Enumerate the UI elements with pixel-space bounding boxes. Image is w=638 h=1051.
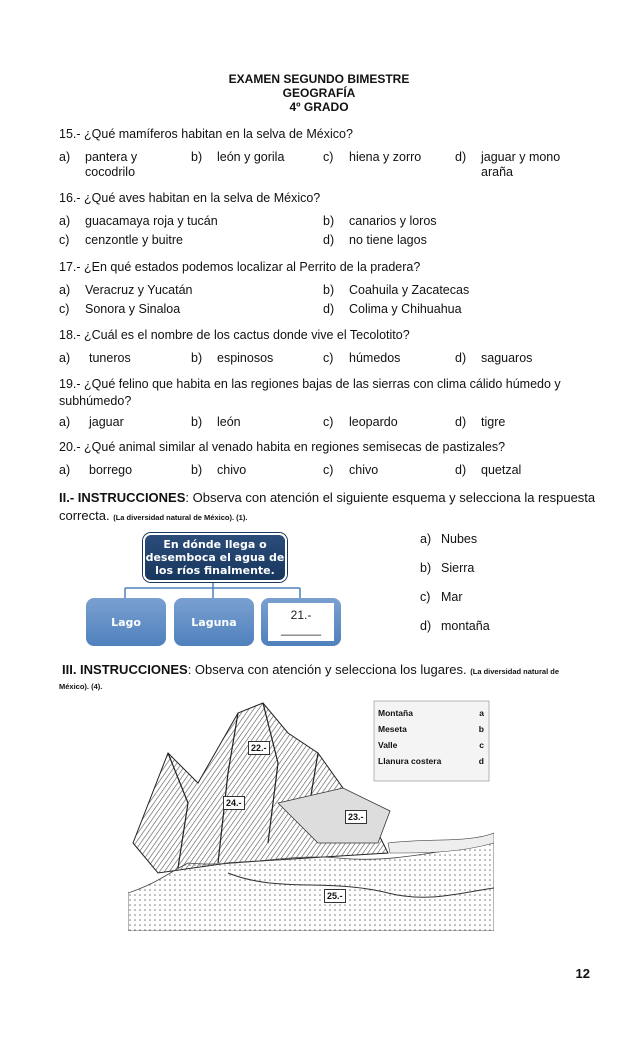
- option-20d-letter: d): [455, 463, 467, 477]
- option-18a-text: tuneros: [89, 351, 131, 365]
- exam-title: EXAMEN SEGUNDO BIMESTRE: [228, 72, 410, 86]
- answer-d-text: montaña: [441, 619, 490, 633]
- question-19: 19.- ¿Qué felino que habita en las regiones bajas de las sierras con clima cálido húmedo y: [59, 377, 561, 391]
- question-18: 18.- ¿Cuál es el nombre de los cactus donde vive el Tecolotito?: [59, 328, 410, 342]
- option-16b-text: canarios y loros: [349, 214, 437, 228]
- option-16c-text: cenzontle y buitre: [85, 233, 183, 247]
- option-15b-letter: b): [191, 150, 203, 164]
- option-20a-letter: a): [59, 463, 71, 477]
- diagram-box-lago: Lago: [86, 598, 166, 646]
- section3-instructions: [62, 662, 602, 679]
- option-18a-letter: a): [59, 351, 71, 365]
- option-19a-letter: a): [59, 415, 71, 429]
- option-17b-text: Coahuila y Zacatecas: [349, 283, 470, 297]
- option-19a-text: jaguar: [89, 415, 124, 429]
- marker-24: 24.-: [223, 796, 245, 810]
- question-19-cont: subhúmedo?: [59, 394, 132, 408]
- legend-row: Llanura costera d: [378, 756, 484, 766]
- section3-text: : Observa con atención y selecciona los lugares.: [187, 662, 467, 677]
- option-20b-text: chivo: [217, 463, 247, 477]
- option-16d-letter: d): [323, 233, 335, 247]
- option-17b-letter: b): [323, 283, 335, 297]
- option-17c-text: Sonora y Sinaloa: [85, 302, 181, 316]
- option-17a-text: Veracruz y Yucatán: [85, 283, 193, 297]
- section2-title: II.- INSTRUCCIONES: [59, 490, 186, 505]
- option-17c-letter: c): [59, 302, 70, 316]
- option-17a-letter: a): [59, 283, 71, 297]
- option-17d-text: Colima y Chihuahua: [349, 302, 462, 316]
- option-15a-letter: a): [59, 150, 71, 164]
- section3-source: (La diversidad natural de: [470, 667, 560, 676]
- answer-b-text: Sierra: [441, 561, 475, 575]
- option-19c-letter: c): [323, 415, 334, 429]
- option-18c-text: húmedos: [349, 351, 401, 365]
- legend-row: Montaña a: [378, 708, 484, 718]
- option-16d-text: no tiene lagos: [349, 233, 427, 247]
- option-18c-letter: c): [323, 351, 334, 365]
- option-19b-text: león: [217, 415, 241, 429]
- subject-title: GEOGRAFÍA: [282, 86, 356, 100]
- option-20d-text: quetzal: [481, 463, 522, 477]
- option-15a-text-2: cocodrilo: [85, 165, 136, 179]
- marker-22: 22.-: [248, 741, 270, 755]
- section2-source: (La diversidad natural de México). (1).: [113, 513, 248, 522]
- answer-b-letter: b): [420, 561, 432, 575]
- marker-25: 25.-: [324, 889, 346, 903]
- option-15c-letter: c): [323, 150, 334, 164]
- option-16a-text: guacamaya roja y tucán: [85, 214, 218, 228]
- legend: [378, 705, 484, 769]
- option-20b-letter: b): [191, 463, 203, 477]
- grade-title: 4º GRADO: [289, 100, 349, 114]
- section3-title: III. INSTRUCCIONES: [62, 662, 188, 677]
- answer-c-text: Mar: [441, 590, 463, 604]
- page-number: 12: [575, 966, 590, 981]
- option-19b-letter: b): [191, 415, 203, 429]
- option-16b-letter: b): [323, 214, 335, 228]
- option-20c-letter: c): [323, 463, 334, 477]
- option-17d-letter: d): [323, 302, 335, 316]
- diagram-21-blank: ______: [280, 622, 322, 636]
- option-15c-text: hiena y zorro: [349, 150, 422, 164]
- marker-23: 23.-: [345, 810, 367, 824]
- option-15a-text: pantera y: [85, 150, 138, 164]
- option-15d-text: jaguar y mono: [481, 150, 561, 164]
- answer-c-letter: c): [420, 590, 431, 604]
- answer-d-letter: d): [420, 619, 432, 633]
- option-16a-letter: a): [59, 214, 71, 228]
- question-17: 17.- ¿En qué estados podemos localizar al Perrito de la pradera?: [59, 260, 421, 274]
- section2-text: : Observa con atención el siguiente esquema y selecciona la respuesta: [185, 490, 596, 505]
- option-19c-text: leopardo: [349, 415, 398, 429]
- section3-source-2: México). (4).: [59, 682, 103, 691]
- option-16c-letter: c): [59, 233, 70, 247]
- question-20: 20.- ¿Qué animal similar al venado habita en regiones semisecas de pastizales?: [59, 440, 506, 454]
- legend-row: Valle c: [378, 740, 484, 750]
- legend-row: Meseta b: [378, 724, 484, 734]
- option-18b-text: espinosos: [217, 351, 274, 365]
- answer-a-letter: a): [420, 532, 432, 546]
- option-15d-text-2: araña: [481, 165, 513, 179]
- answer-a-text: Nubes: [441, 532, 478, 546]
- option-15d-letter: d): [455, 150, 467, 164]
- diagram-box-laguna: Laguna: [174, 598, 254, 646]
- question-16: 16.- ¿Qué aves habitan en la selva de México?: [59, 191, 321, 205]
- question-15: 15.- ¿Qué mamíferos habitan en la selva de México?: [59, 127, 353, 141]
- option-19d-letter: d): [455, 415, 467, 429]
- option-20c-text: chivo: [349, 463, 379, 477]
- option-15b-text: león y gorila: [217, 150, 285, 164]
- diagram-box-21: [261, 598, 341, 646]
- option-18d-text: saguaros: [481, 351, 533, 365]
- diagram-21-label: 21.-: [290, 608, 312, 622]
- option-18b-letter: b): [191, 351, 203, 365]
- landscape-illustration: [128, 693, 494, 931]
- diagram-top-box: En dónde llega o desemboca el agua de los ríos finalmente.: [143, 533, 287, 582]
- option-18d-letter: d): [455, 351, 467, 365]
- option-19d-text: tigre: [481, 415, 506, 429]
- section2-text-2: correcta.: [59, 508, 110, 523]
- option-20a-text: borrego: [89, 463, 133, 477]
